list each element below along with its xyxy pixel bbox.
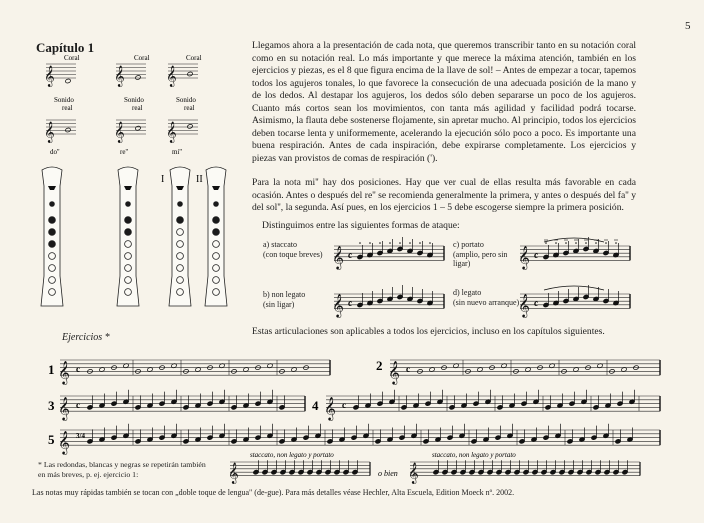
common-time: c: [348, 298, 352, 308]
footnote: * Las redondas, blancas y negras se repetirán también en más breves, p. ej. ejercicio 1:: [38, 460, 206, 479]
attack-c: [453, 240, 523, 269]
finger-hole: [126, 202, 131, 207]
coral-label: Coral: [64, 54, 80, 62]
treble-clef-icon: 𝄞: [324, 398, 336, 420]
treble-clef-icon: 𝄞: [58, 432, 70, 454]
finger-hole: [214, 202, 219, 207]
staccato-dot: [605, 242, 607, 244]
footnote-staves: [210, 448, 650, 486]
treble-clef-icon: 𝄞: [332, 247, 344, 269]
attack-letter: a): [263, 240, 270, 249]
staccato-dot: [575, 242, 577, 244]
finger-hole: [125, 229, 132, 236]
finger-hole: [50, 202, 55, 207]
sonido-real-label: real: [62, 104, 73, 112]
common-time: c: [348, 250, 352, 260]
note-head: [65, 78, 71, 83]
finger-hole: [178, 202, 183, 207]
staccato-dot: [615, 242, 617, 244]
staccato-dot: [409, 242, 411, 244]
staccato-dot: [399, 242, 401, 244]
common-time: c: [534, 298, 538, 308]
finger-hole: [213, 229, 220, 236]
treble-clef-icon: 𝄞: [388, 362, 400, 384]
note-head: [187, 71, 193, 76]
attack-desc: (amplio, pero sin ligar): [453, 249, 508, 268]
coral-label: Coral: [186, 54, 202, 62]
finger-hole: [49, 229, 56, 236]
staccato-dot: [379, 242, 381, 244]
note-labels: [44, 54, 202, 156]
treble-clef-icon: 𝄞: [58, 362, 70, 384]
staccato-dot: [585, 242, 587, 244]
finger-hole: [213, 217, 220, 224]
note-head: [135, 126, 141, 131]
attack-desc: (con toque breves): [263, 249, 323, 259]
attack-letter: d): [453, 288, 460, 297]
treble-clef-icon: 𝄞: [44, 66, 55, 86]
sonido-real-label: Sonido: [124, 96, 144, 104]
common-time: c: [534, 250, 538, 260]
exercise-number: 4: [312, 398, 319, 413]
exercise-number: 3: [48, 398, 55, 413]
treble-clef-icon: 𝄞: [166, 66, 177, 86]
recorder-fingerings: [41, 167, 227, 306]
finger-hole: [177, 217, 184, 224]
mi-positions-paragraph: Para la nota mi'' hay dos posiciones. Hay que ver cual de ellas resulta más favorable en cada ocasión. Antes o después del re'' se recomienda generalmente la primera, y antes o después del fa'' y del sol'', la segunda. Así pues, en los ejercicios 1 – 5 debe escogerse siempre la primera posición.: [252, 177, 636, 213]
attack-a: [263, 240, 333, 259]
exercise-number: 1: [48, 362, 55, 377]
sonido-real-label: Sonido: [54, 96, 74, 104]
notes-illustration: [30, 46, 250, 346]
position-label: II: [196, 174, 203, 185]
attack-letter: c): [453, 240, 460, 249]
finger-hole: [49, 217, 56, 224]
staff-portato: [516, 236, 636, 272]
coral-label: Coral: [134, 54, 150, 62]
attack-name: portato: [461, 240, 484, 249]
common-time: c: [406, 364, 410, 374]
attack-name: legato: [461, 288, 482, 297]
treble-clef-icon: 𝄞: [166, 122, 177, 142]
staccato-dot: [595, 242, 597, 244]
staff-non-legato: [330, 284, 450, 320]
staccato-dot: [565, 242, 567, 244]
footnote-or: o bien: [378, 469, 398, 478]
treble-clef-icon: 𝄞: [332, 295, 344, 317]
exercise-number: 5: [48, 432, 55, 447]
staccato-dot: [419, 242, 421, 244]
treble-clef-icon: 𝄞: [58, 398, 70, 420]
staccato-dot: [555, 242, 557, 244]
common-time: c: [76, 364, 80, 374]
staccato-dot: [369, 242, 371, 244]
staccato-dot: [545, 242, 547, 244]
slur: [544, 286, 604, 290]
note-head: [135, 75, 141, 80]
attack-name: non legato: [271, 290, 306, 299]
treble-clef-icon: 𝄞: [114, 66, 125, 86]
note-head: [65, 127, 71, 132]
staff-staccato: [330, 236, 450, 272]
exercise-number: 2: [376, 358, 383, 373]
attack-desc: (sin nuevo arranque): [453, 297, 520, 307]
attack-name: staccato: [271, 240, 297, 249]
sonido-real-label: real: [132, 104, 143, 112]
attack-b: [263, 290, 333, 309]
exercises-heading: Ejercicios *: [62, 332, 110, 343]
staccato-dot: [359, 242, 361, 244]
treble-clef-icon: 𝄞: [228, 463, 239, 483]
articulations-text: Estas articulaciones son aplicables a todos los ejercicios, incluso en los capítulos siguientes.: [252, 326, 605, 337]
finger-hole: [125, 217, 132, 224]
common-time: c: [76, 400, 80, 410]
attack-d: [453, 288, 523, 307]
sonido-real-label: real: [184, 104, 195, 112]
treble-clef-icon: 𝄞: [114, 122, 125, 142]
staff-legato: [516, 284, 636, 320]
treble-clef-icon: 𝄞: [518, 295, 530, 317]
bottom-note: Las notas muy rápidas también se tocan con „doble toque de lengua" (de-gue). Para más detalles véase Hechler, Alta Escuela, Edition Moeck nº. 2002.: [32, 488, 515, 497]
note-name: mi'': [172, 148, 182, 156]
note-name: do'': [50, 148, 60, 156]
page-number: 5: [685, 20, 691, 32]
common-time: c: [342, 400, 346, 410]
staccato-dot: [389, 242, 391, 244]
treble-clef-icon: 𝄞: [518, 247, 530, 269]
attacks-heading: Distinguimos entre las siguientes formas de ataque:: [262, 220, 460, 231]
intro-paragraph: Llegamos ahora a la presentación de cada nota, que queremos transcribir tanto en su notación coral como en su notación real. Lo más importante y que merece la máxima atención, también en los ejercicios y piezas, es el 8 que figura encima de la llave de sol! – Antes de empezar a tocar, tapemos todos los agujeros tonales, lo que favorece la consecución de una adecuada posición de la mano y de los dedos. Al destapar los agujeros, los dedos sólo deben separarse un poco de los agujeros. Cuanto más cortos sean los movimientos, con tanta más agilidad y facilidad podrá tocarse. Asimismo, la flauta debe sostenerse flojamente, sin apretar mucho. Al principio, todos los ejercicios deben tocarse lenta y uniformemente, acelerando la ejecución sólo poco a poco. Es importante una buena respiración. Antes de cada inspiración, debe expirarse completamente. Los ejercicios y piezas van provistos de comas de respiración (').: [252, 40, 636, 164]
note-name: re'': [120, 148, 128, 156]
finger-hole: [49, 241, 56, 248]
treble-clef-icon: 𝄞: [44, 122, 55, 142]
note-head: [187, 124, 193, 129]
sonido-real-label: Sonido: [176, 96, 196, 104]
footnote-staff-label: staccato, non legato y portato: [432, 451, 516, 459]
position-label: I: [161, 174, 165, 185]
attack-letter: b): [263, 290, 270, 299]
exercises-score: [30, 350, 690, 460]
treble-clef-icon: 𝄞: [408, 463, 419, 483]
chapter-title: Capítulo 1: [36, 40, 95, 55]
attack-desc: (sin ligar): [263, 299, 295, 309]
footnote-staff-label: staccato, non legato y portato: [250, 451, 334, 459]
staccato-dot: [429, 242, 431, 244]
time-signature: 3/4: [76, 432, 85, 440]
